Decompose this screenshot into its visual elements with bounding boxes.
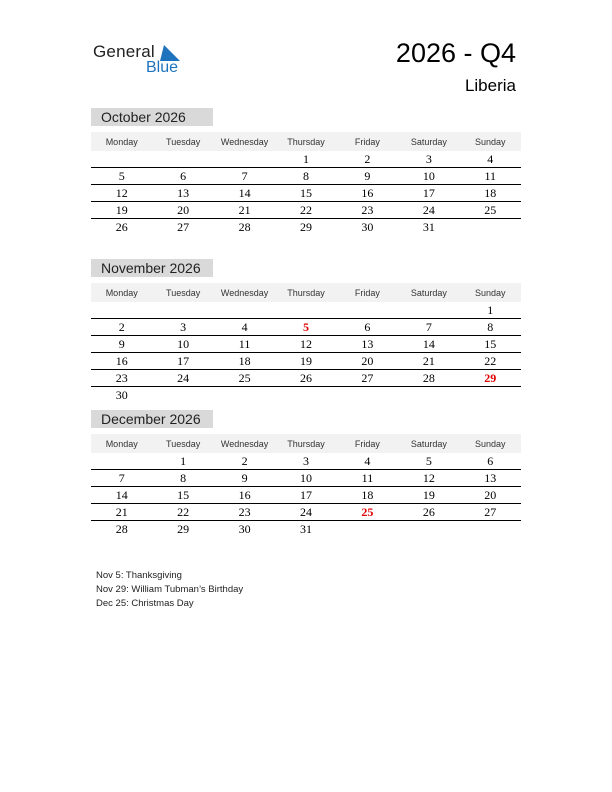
week-row xyxy=(91,336,521,353)
date-cell: 14 xyxy=(238,185,251,200)
weekday-thursday: Thursday xyxy=(287,287,325,298)
date-cell: 2 xyxy=(364,151,371,166)
date-cell: 23 xyxy=(361,202,374,217)
date-cell: 9 xyxy=(118,336,125,351)
date-cell: 19 xyxy=(115,202,128,217)
date-cell: 15 xyxy=(177,487,190,502)
month-december xyxy=(91,410,521,537)
date-cell: 24 xyxy=(299,504,312,519)
logo xyxy=(93,42,193,78)
date-cell: 8 xyxy=(180,470,187,485)
weekday-saturday: Saturday xyxy=(410,438,447,449)
date-cell: 20 xyxy=(484,487,497,502)
date-cell: 11 xyxy=(361,470,374,485)
week-row xyxy=(91,185,521,202)
date-cell: 28 xyxy=(115,521,128,536)
date-cell: 24 xyxy=(422,202,435,217)
date-cell: 21 xyxy=(422,353,435,368)
holiday-note: Nov 5: Thanksgiving xyxy=(96,570,182,581)
date-cell: 23 xyxy=(238,504,251,519)
date-cell: 22 xyxy=(299,202,312,217)
date-cell: 12 xyxy=(115,185,128,200)
week-row xyxy=(91,504,521,521)
holiday-date: 25 xyxy=(361,504,374,519)
weekday-tuesday: Tuesday xyxy=(166,438,201,449)
week-row xyxy=(91,387,521,403)
date-cell: 22 xyxy=(177,504,190,519)
date-cell: 17 xyxy=(299,487,312,502)
week-row xyxy=(91,521,521,537)
date-cell: 16 xyxy=(361,185,374,200)
weekday-sunday: Sunday xyxy=(475,287,506,298)
holiday-note: Dec 25: Christmas Day xyxy=(96,598,194,609)
month-october xyxy=(91,108,521,235)
date-cell: 15 xyxy=(484,336,497,351)
date-cell: 28 xyxy=(422,370,435,385)
date-cell: 16 xyxy=(238,487,251,502)
date-cell: 18 xyxy=(484,185,497,200)
page-title: 2026 - Q4 xyxy=(395,38,516,68)
date-cell: 17 xyxy=(422,185,435,200)
date-cell: 31 xyxy=(299,521,312,536)
weekday-header xyxy=(91,132,521,151)
month-label: December 2026 xyxy=(91,410,213,428)
weekday-monday: Monday xyxy=(105,287,138,298)
date-cell: 12 xyxy=(422,470,435,485)
week-row xyxy=(91,470,521,487)
date-cell: 7 xyxy=(241,168,248,183)
date-cell: 2 xyxy=(241,453,248,468)
week-row xyxy=(91,151,521,168)
logo-general-text: General xyxy=(93,42,155,61)
date-cell: 19 xyxy=(299,353,312,368)
holiday-notes xyxy=(96,569,243,611)
date-cell: 10 xyxy=(177,336,190,351)
holiday-date: 5 xyxy=(302,319,309,334)
weekday-monday: Monday xyxy=(105,136,138,147)
date-cell: 1 xyxy=(487,302,494,317)
date-cell: 31 xyxy=(422,219,435,234)
date-cell: 1 xyxy=(302,151,309,166)
date-cell: 3 xyxy=(180,319,187,334)
week-row xyxy=(91,487,521,504)
weekday-sunday: Sunday xyxy=(475,438,506,449)
week-row xyxy=(91,302,521,319)
weekday-header xyxy=(91,283,521,302)
date-cell: 18 xyxy=(238,353,251,368)
date-cell: 29 xyxy=(299,219,312,234)
date-cell: 21 xyxy=(115,504,128,519)
date-cell: 18 xyxy=(361,487,374,502)
holiday-date: 29 xyxy=(484,370,497,385)
date-cell: 30 xyxy=(361,219,374,234)
date-cell: 20 xyxy=(177,202,190,217)
weekday-monday: Monday xyxy=(105,438,138,449)
country-name: Liberia xyxy=(464,76,516,95)
date-cell: 21 xyxy=(238,202,251,217)
month-label: November 2026 xyxy=(91,259,213,277)
date-cell: 13 xyxy=(361,336,374,351)
date-cell: 11 xyxy=(238,336,251,351)
week-row xyxy=(91,370,521,387)
calendar-grid xyxy=(91,302,521,403)
date-cell: 9 xyxy=(364,168,371,183)
date-cell: 25 xyxy=(238,370,251,385)
date-cell: 27 xyxy=(484,504,497,519)
date-cell: 7 xyxy=(118,470,125,485)
weekday-wednesday: Wednesday xyxy=(220,438,269,449)
date-cell: 22 xyxy=(484,353,497,368)
date-cell: 2 xyxy=(118,319,125,334)
date-cell: 13 xyxy=(484,470,497,485)
date-cell: 4 xyxy=(241,319,248,334)
date-cell: 30 xyxy=(238,521,251,536)
weekday-header xyxy=(91,434,521,453)
date-cell: 27 xyxy=(177,219,190,234)
date-cell: 20 xyxy=(361,353,374,368)
date-cell: 6 xyxy=(487,453,494,468)
weekday-tuesday: Tuesday xyxy=(166,287,201,298)
weekday-saturday: Saturday xyxy=(410,287,447,298)
weekday-sunday: Sunday xyxy=(475,136,506,147)
date-cell: 10 xyxy=(299,470,312,485)
date-cell: 9 xyxy=(241,470,248,485)
holiday-note: Nov 29: William Tubman’s Birthday xyxy=(96,584,244,595)
date-cell: 7 xyxy=(425,319,432,334)
date-cell: 14 xyxy=(422,336,435,351)
date-cell: 25 xyxy=(484,202,497,217)
date-cell: 10 xyxy=(422,168,435,183)
month-november xyxy=(91,259,521,403)
weekday-tuesday: Tuesday xyxy=(166,136,201,147)
date-cell: 6 xyxy=(364,319,371,334)
date-cell: 5 xyxy=(118,168,125,183)
date-cell: 26 xyxy=(115,219,128,234)
date-cell: 29 xyxy=(177,521,190,536)
date-cell: 19 xyxy=(422,487,435,502)
weekday-wednesday: Wednesday xyxy=(220,287,269,298)
date-cell: 14 xyxy=(115,487,128,502)
month-label: October 2026 xyxy=(91,108,213,126)
calendar-grid xyxy=(91,151,521,235)
weekday-thursday: Thursday xyxy=(287,136,325,147)
date-cell: 28 xyxy=(238,219,251,234)
weekday-friday: Friday xyxy=(354,136,380,147)
date-cell: 6 xyxy=(180,168,187,183)
date-cell: 15 xyxy=(299,185,312,200)
date-cell: 8 xyxy=(302,168,309,183)
weekday-friday: Friday xyxy=(354,287,380,298)
date-cell: 12 xyxy=(299,336,312,351)
week-row xyxy=(91,353,521,370)
date-cell: 27 xyxy=(361,370,374,385)
date-cell: 1 xyxy=(180,453,187,468)
week-row xyxy=(91,453,521,470)
date-cell: 30 xyxy=(115,387,128,402)
weekday-friday: Friday xyxy=(354,438,380,449)
week-row xyxy=(91,202,521,219)
weekday-wednesday: Wednesday xyxy=(220,136,269,147)
weekday-thursday: Thursday xyxy=(287,438,325,449)
weekday-saturday: Saturday xyxy=(410,136,447,147)
date-cell: 3 xyxy=(302,453,309,468)
week-row xyxy=(91,168,521,185)
week-row xyxy=(91,219,521,235)
date-cell: 11 xyxy=(484,168,497,183)
date-cell: 4 xyxy=(487,151,494,166)
date-cell: 26 xyxy=(422,504,435,519)
date-cell: 16 xyxy=(115,353,128,368)
date-cell: 23 xyxy=(115,370,128,385)
logo-blue-text: Blue xyxy=(146,59,179,76)
date-cell: 5 xyxy=(425,453,432,468)
date-cell: 17 xyxy=(177,353,190,368)
date-cell: 4 xyxy=(364,453,371,468)
date-cell: 24 xyxy=(177,370,190,385)
date-cell: 8 xyxy=(487,319,494,334)
date-cell: 26 xyxy=(299,370,312,385)
week-row xyxy=(91,319,521,336)
calendar-grid xyxy=(91,453,521,537)
date-cell: 3 xyxy=(425,151,432,166)
date-cell: 13 xyxy=(177,185,190,200)
